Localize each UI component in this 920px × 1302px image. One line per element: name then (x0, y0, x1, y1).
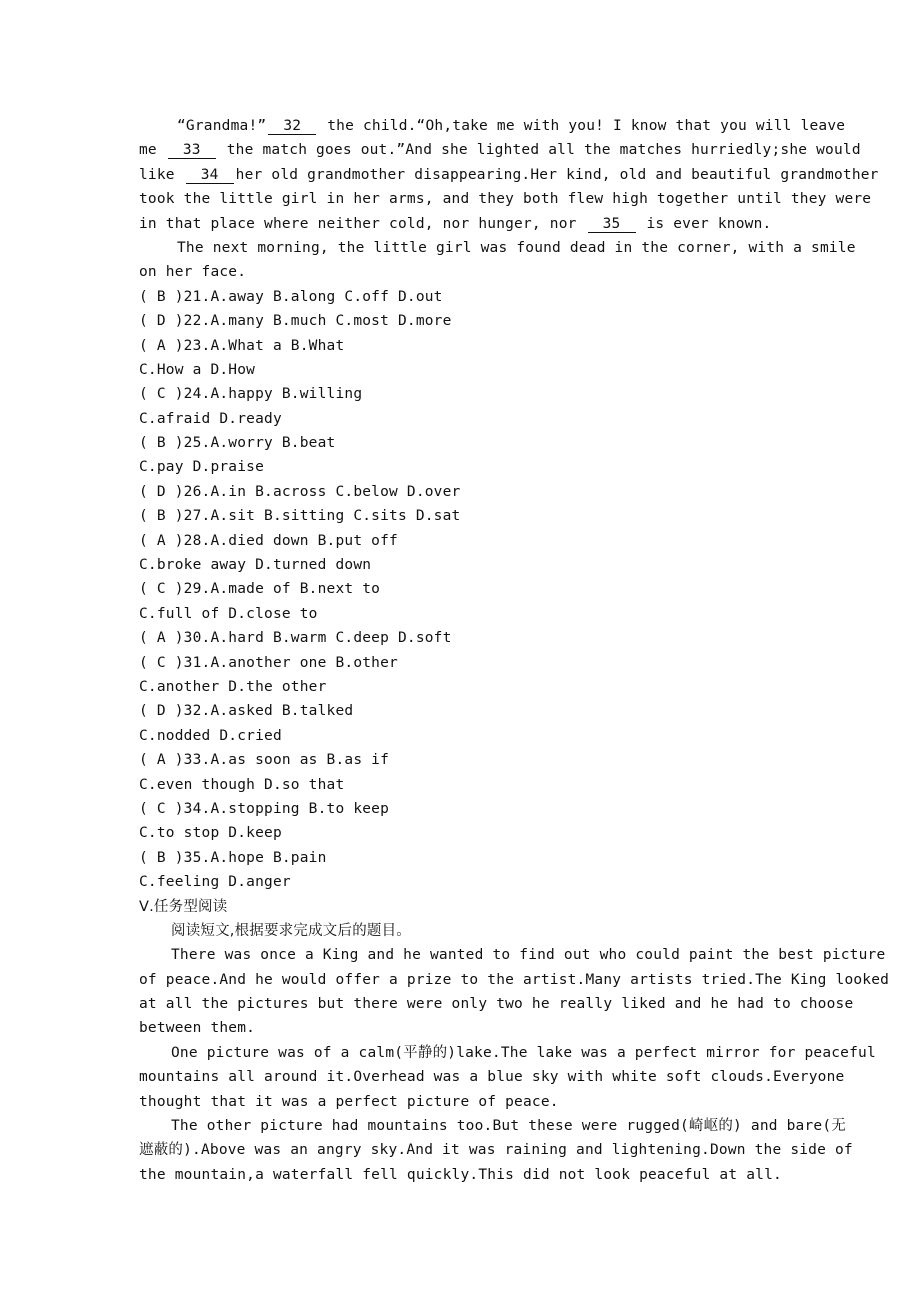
reading-line: mountains all around it.Overhead was a blue sky with white soft clouds.Everyone (139, 1069, 845, 1086)
answer-line: ( B )21.A.away B.along C.off D.out (139, 288, 443, 305)
answer-line: ( B )25.A.worry B.beat (139, 435, 336, 452)
reading-line: The other picture had mountains too.But these were rugged(崎岖的) and bare(无 (171, 1118, 846, 1135)
answer-line: C.afraid D.ready (139, 410, 282, 427)
answer-line: ( C )31.A.another one B.other (139, 654, 398, 671)
reading-line: the mountain,a waterfall fell quickly.This did not look peaceful at all. (139, 1166, 782, 1183)
reading-line: One picture was of a calm(平静的)lake.The lake was a perfect mirror for peaceful (171, 1044, 876, 1061)
answer-line: C.to stop D.keep (139, 825, 282, 842)
passage-line (139, 163, 879, 187)
answer-line: ( A )28.A.died down B.put off (139, 532, 398, 549)
reading-passage (139, 943, 890, 1187)
answer-line: C.another D.the other (139, 678, 327, 695)
document-page (139, 114, 890, 1187)
answer-line: C.feeling D.anger (139, 874, 291, 891)
answer-line: C.How a D.How (139, 361, 256, 378)
answer-line: ( D )22.A.many B.much C.most D.more (139, 313, 452, 330)
passage-text: in that place where neither cold, nor hunger, nor (139, 215, 577, 232)
answer-line: ( D )26.A.in B.across C.below D.over (139, 483, 461, 500)
passage-line: The next morning, the little girl was found dead in the corner, with a smile (177, 239, 856, 256)
reading-line: at all the pictures but there were only two he really liked and he had to choose (139, 996, 854, 1013)
answer-line: C.full of D.close to (139, 605, 318, 622)
blank-33: 33 (168, 142, 216, 159)
passage-text: like (139, 166, 175, 183)
answer-line: ( C )29.A.made of B.next to (139, 581, 381, 598)
section-heading: Ⅴ.任务型阅读 (139, 898, 228, 915)
blank-35: 35 (588, 216, 636, 233)
answer-line: ( A )23.A.What a B.What (139, 337, 345, 354)
passage-line: took the little girl in her arms, and they both flew high together until they were (139, 191, 872, 208)
passage-text: “Grandma!” (177, 118, 267, 134)
answer-line: C.nodded D.cried (139, 727, 282, 744)
answer-line: ( A )30.A.hard B.warm C.deep D.soft (139, 630, 452, 647)
answer-line: C.broke away D.turned down (139, 557, 372, 574)
passage-text: the match goes out.”And she lighted all the matches hurriedly;she would (226, 142, 861, 159)
passage-text: the child.“Oh,take me with you! I know that you will leave (327, 118, 846, 134)
passage-text: me (139, 142, 157, 159)
answer-line: ( C )34.A.stopping B.to keep (139, 800, 390, 817)
answer-line: ( A )33.A.as soon as B.as if (139, 752, 390, 769)
answer-line: ( C )24.A.happy B.willing (139, 386, 363, 403)
section-instruction: 阅读短文,根据要求完成文后的题目。 (171, 922, 412, 939)
reading-line: between them. (139, 1020, 256, 1037)
answer-list (139, 285, 829, 895)
passage-line (139, 114, 846, 138)
answer-line: ( D )32.A.asked B.talked (139, 703, 354, 720)
answer-line: ( B )35.A.hope B.pain (139, 849, 327, 866)
blank-34: 34 (186, 167, 234, 184)
reading-line: There was once a King and he wanted to find out who could paint the best picture (171, 947, 886, 964)
passage-line: on her face. (139, 264, 247, 281)
passage-text: her old grandmother disappearing.Her kind, old and beautiful grandmother (235, 166, 879, 183)
answer-line: ( B )27.A.sit B.sitting C.sits D.sat (139, 508, 461, 525)
passage-line (139, 212, 829, 236)
reading-line: 遮蔽的).Above was an angry sky.And it was raining and lightening.Down the side of (139, 1142, 853, 1159)
answer-line: C.pay D.praise (139, 459, 265, 476)
passage-text: is ever known. (646, 215, 772, 232)
passage-line (139, 138, 861, 162)
answer-line: C.even though D.so that (139, 776, 345, 793)
reading-line: thought that it was a perfect picture of peace. (139, 1093, 559, 1110)
blank-32: 32 (268, 118, 316, 135)
reading-line: of peace.And he would offer a prize to the artist.Many artists tried.The King looked (139, 971, 890, 988)
